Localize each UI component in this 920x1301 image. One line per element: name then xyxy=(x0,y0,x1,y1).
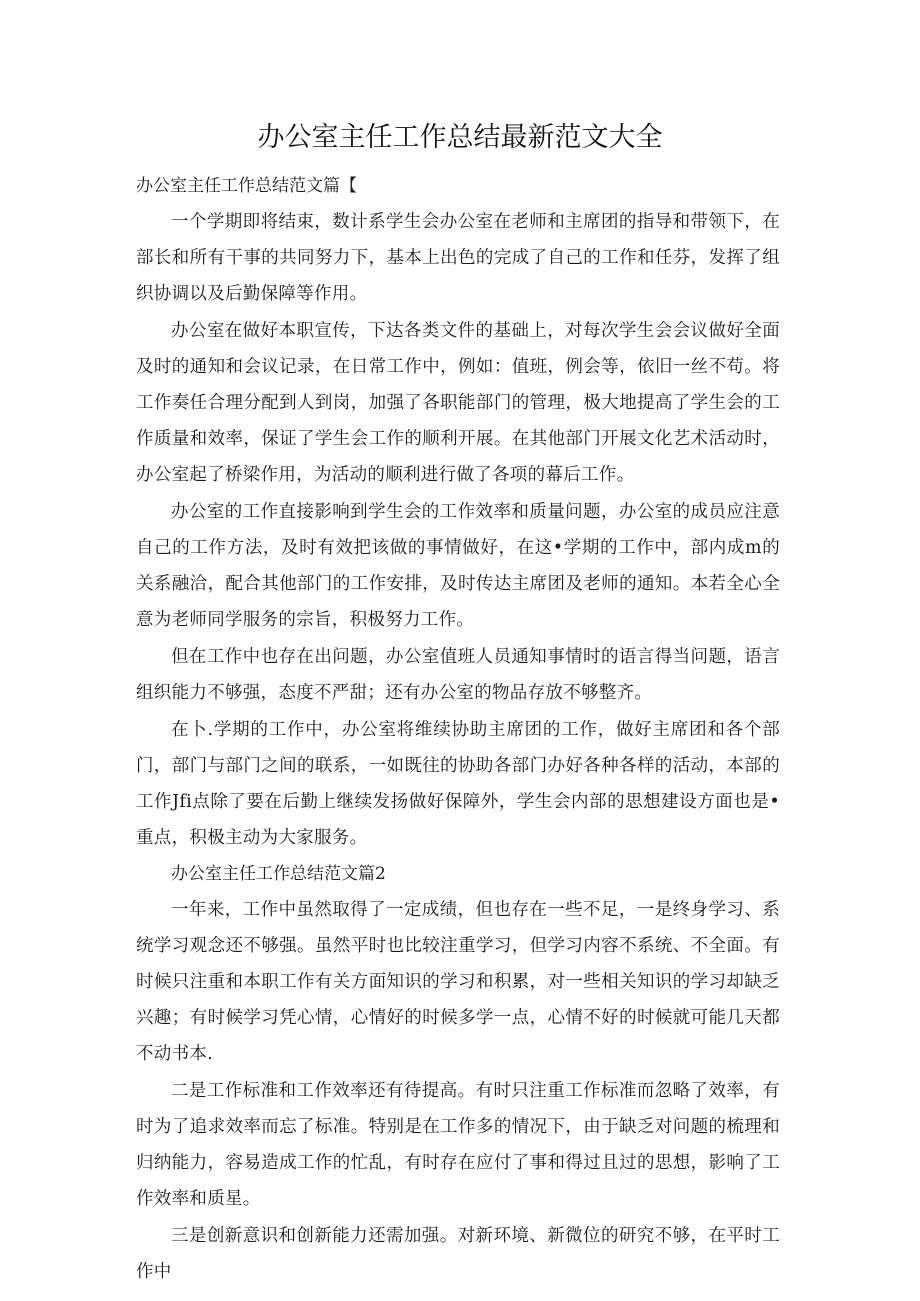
paragraph: 办公室在做好本职宣传，下达各类文件的基础上，对每次学生会会议做好全面及时的通知和会议记录，在日常工作中，例如：值班，例会等，依旧一丝不苟。将工作奏任合理分配到人到岗，加强了各职能部门的管理，极大地提高了学生会的工作质量和效率，保证了学生会工作的顺利开展。在其他部门开展文化艺术活动时，办公室起了桥梁作用，为活动的顺利进行做了各项的幕后工作。 xyxy=(136,321,780,485)
document-title: 办公室主任工作总结最新范文大全 xyxy=(257,122,663,153)
section-1-heading: 办公室主任工作总结范文篇【 xyxy=(136,176,357,196)
paragraph: 三是创新意识和创新能力还需加强。对新环境、新微位的研究不够，在平时工作中 xyxy=(136,1226,780,1282)
document-body xyxy=(136,168,780,1290)
paragraph: 但在工作中也存在出问题，办公室值班人员通知事情时的语言得当问题，语言组织能力不够强，态度不严甜；还有办公室的物品存放不够整齐。 xyxy=(136,647,780,703)
paragraph: 一年来，工作中虽然取得了一定成绩，但也存在一些不足，一是终身学习、系统学习观念还不够强。虽然平时也比较注重学习，但学习内容不系统、不全面。有时候只注重和本职工作有关方面知识的学习和积累，对一些相关知识的学习却缺乏兴趣；有时候学习凭心情，心情好的时候多学一点，心情不好的时候就可能几天都不动书本. xyxy=(136,900,780,1064)
paragraph: 在卜.学期的工作中，办公室将维续协助主席团的工作，做好主席团和各个部门，部门与部门之间的联系，一如既往的协助各部门办好各种各样的活动，本部的工作Jfi点除了要在后勤上继续发扬做好保障外，学生会内部的思想建设方面也是•重点，积极主动为大家服务。 xyxy=(136,720,780,848)
paragraph: 一个学期即将结束，数计系学生会办公室在老师和主席团的指导和带领下，在部长和所有干事的共同努力下，基本上出色的完成了自己的工作和任芬，发挥了组织协调以及后勤保障等作用。 xyxy=(136,212,780,304)
paragraph: 办公室的工作直接影响到学生会的工作效率和质量问题，办公室的成员应注意自己的工作方法，及时有效把该做的事情做好，在这•学期的工作中，部内成m的关系融洽，配合其他部门的工作安排，及时传达主席团及老师的通知。本若全心全意为老师同学服务的宗旨，积极努力工作。 xyxy=(136,502,780,630)
section-2-heading: 办公室主任工作总结范文篇2 xyxy=(171,864,386,884)
paragraph: 二是工作标准和工作效率还有待提高。有时只注重工作标准而忽略了效率，有时为了追求效率而忘了标准。特别是在工作多的情况下，由于缺乏对问题的梳理和归纳能力，容易造成工作的忙乱，有时存在应付了事和得过且过的思想，影响了工作效率和质星。 xyxy=(136,1081,780,1209)
